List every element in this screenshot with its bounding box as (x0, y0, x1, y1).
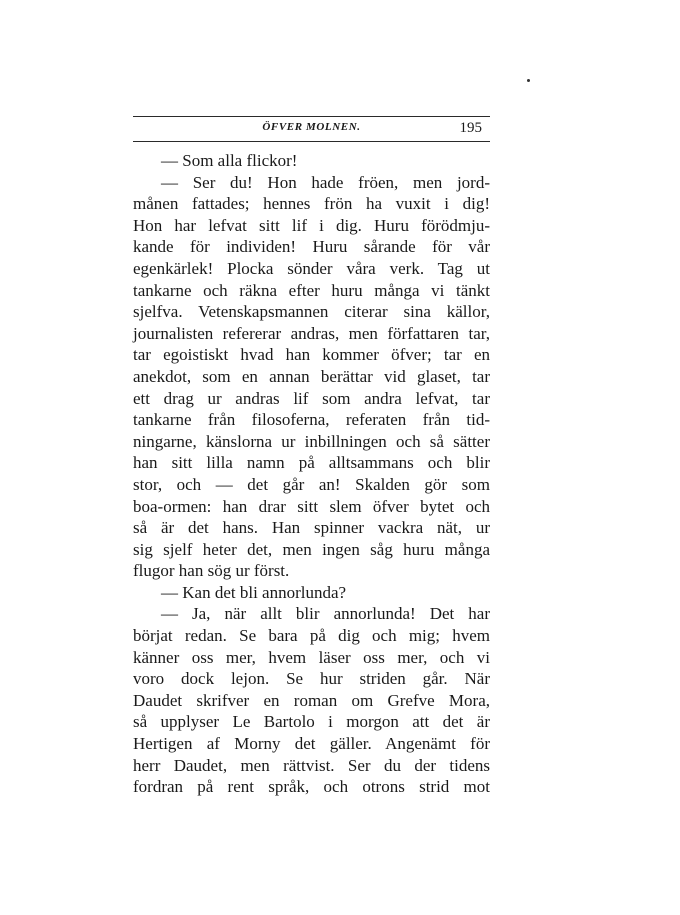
text-line: fordran på rent språk, och otrons strid mot (133, 777, 490, 797)
text-line: anekdot, som en annan berättar vid glaset, tar (133, 366, 490, 386)
text-line: — Som alla flickor! (161, 151, 298, 170)
header-rule-top (133, 116, 490, 117)
text-line: så upplyser Le Bartolo i morgon att det är (133, 712, 490, 732)
text-line: journalisten refererar andras, men författaren tar, (133, 323, 490, 343)
text-line: Hon har lefvat sitt lif i dig. Huru förödmju- (133, 215, 490, 235)
text-line: tankarne från filosoferna, referaten från tid- (133, 410, 490, 430)
body-text (133, 150, 490, 798)
text-line: månen fattades; hennes frön ha vuxit i dig! (133, 194, 490, 214)
text-line: sig sjelf heter det, men ingen såg huru många (133, 539, 490, 559)
text-line: boa-ormen: han drar sitt slem öfver bytet och (133, 496, 490, 516)
running-head (133, 120, 490, 140)
text-line: så är det hans. Han spinner vackra nät, ur (133, 518, 490, 538)
text-line: — Ja, när allt blir annorlunda! Det har (161, 604, 490, 624)
text-line: han sitt lilla namn på alltsammans och blir (133, 453, 490, 473)
header-rule-bottom (133, 141, 490, 142)
text-line: tar egoistiskt hvad han kommer öfver; tar en (133, 345, 490, 365)
text-line: Daudet skrifver en roman om Grefve Mora, (133, 690, 490, 710)
text-line: — Ser du! Hon hade fröen, men jord- (161, 172, 490, 192)
text-line: egenkärlek! Plocka sönder våra verk. Tag ut (133, 258, 490, 278)
text-line: tankarne och räkna efter huru många vi tänkt (133, 280, 490, 300)
text-line: flugor han sög ur först. (133, 561, 290, 581)
text-line: voro dock lejon. Se hur striden går. När (133, 669, 490, 689)
text-line: ett drag ur andras lif som andra lefvat, tar (133, 388, 490, 408)
text-line: — Kan det bli annorlunda? (161, 582, 347, 602)
text-line: börjat redan. Se bara på dig och mig; hvem (133, 626, 490, 646)
ink-speck (527, 79, 530, 82)
text-line: ningarne, känslorna ur inbillningen och så sätter (133, 431, 490, 451)
page-number: 195 (459, 120, 482, 136)
text-line: sjelfva. Vetenskapsmannen citerar sina källor, (133, 302, 490, 322)
text-line: stor, och — det går an! Skalden gör som (133, 474, 490, 494)
text-line: kande för individen! Huru sårande för vår (133, 237, 490, 257)
running-title: ÖFVER MOLNEN. (262, 121, 361, 133)
text-line: herr Daudet, men rättvist. Ser du der tidens (133, 755, 490, 775)
text-line: Hertigen af Morny det gäller. Angenämt för (133, 734, 490, 754)
text-line: känner oss mer, hvem läser oss mer, och vi (133, 647, 490, 667)
